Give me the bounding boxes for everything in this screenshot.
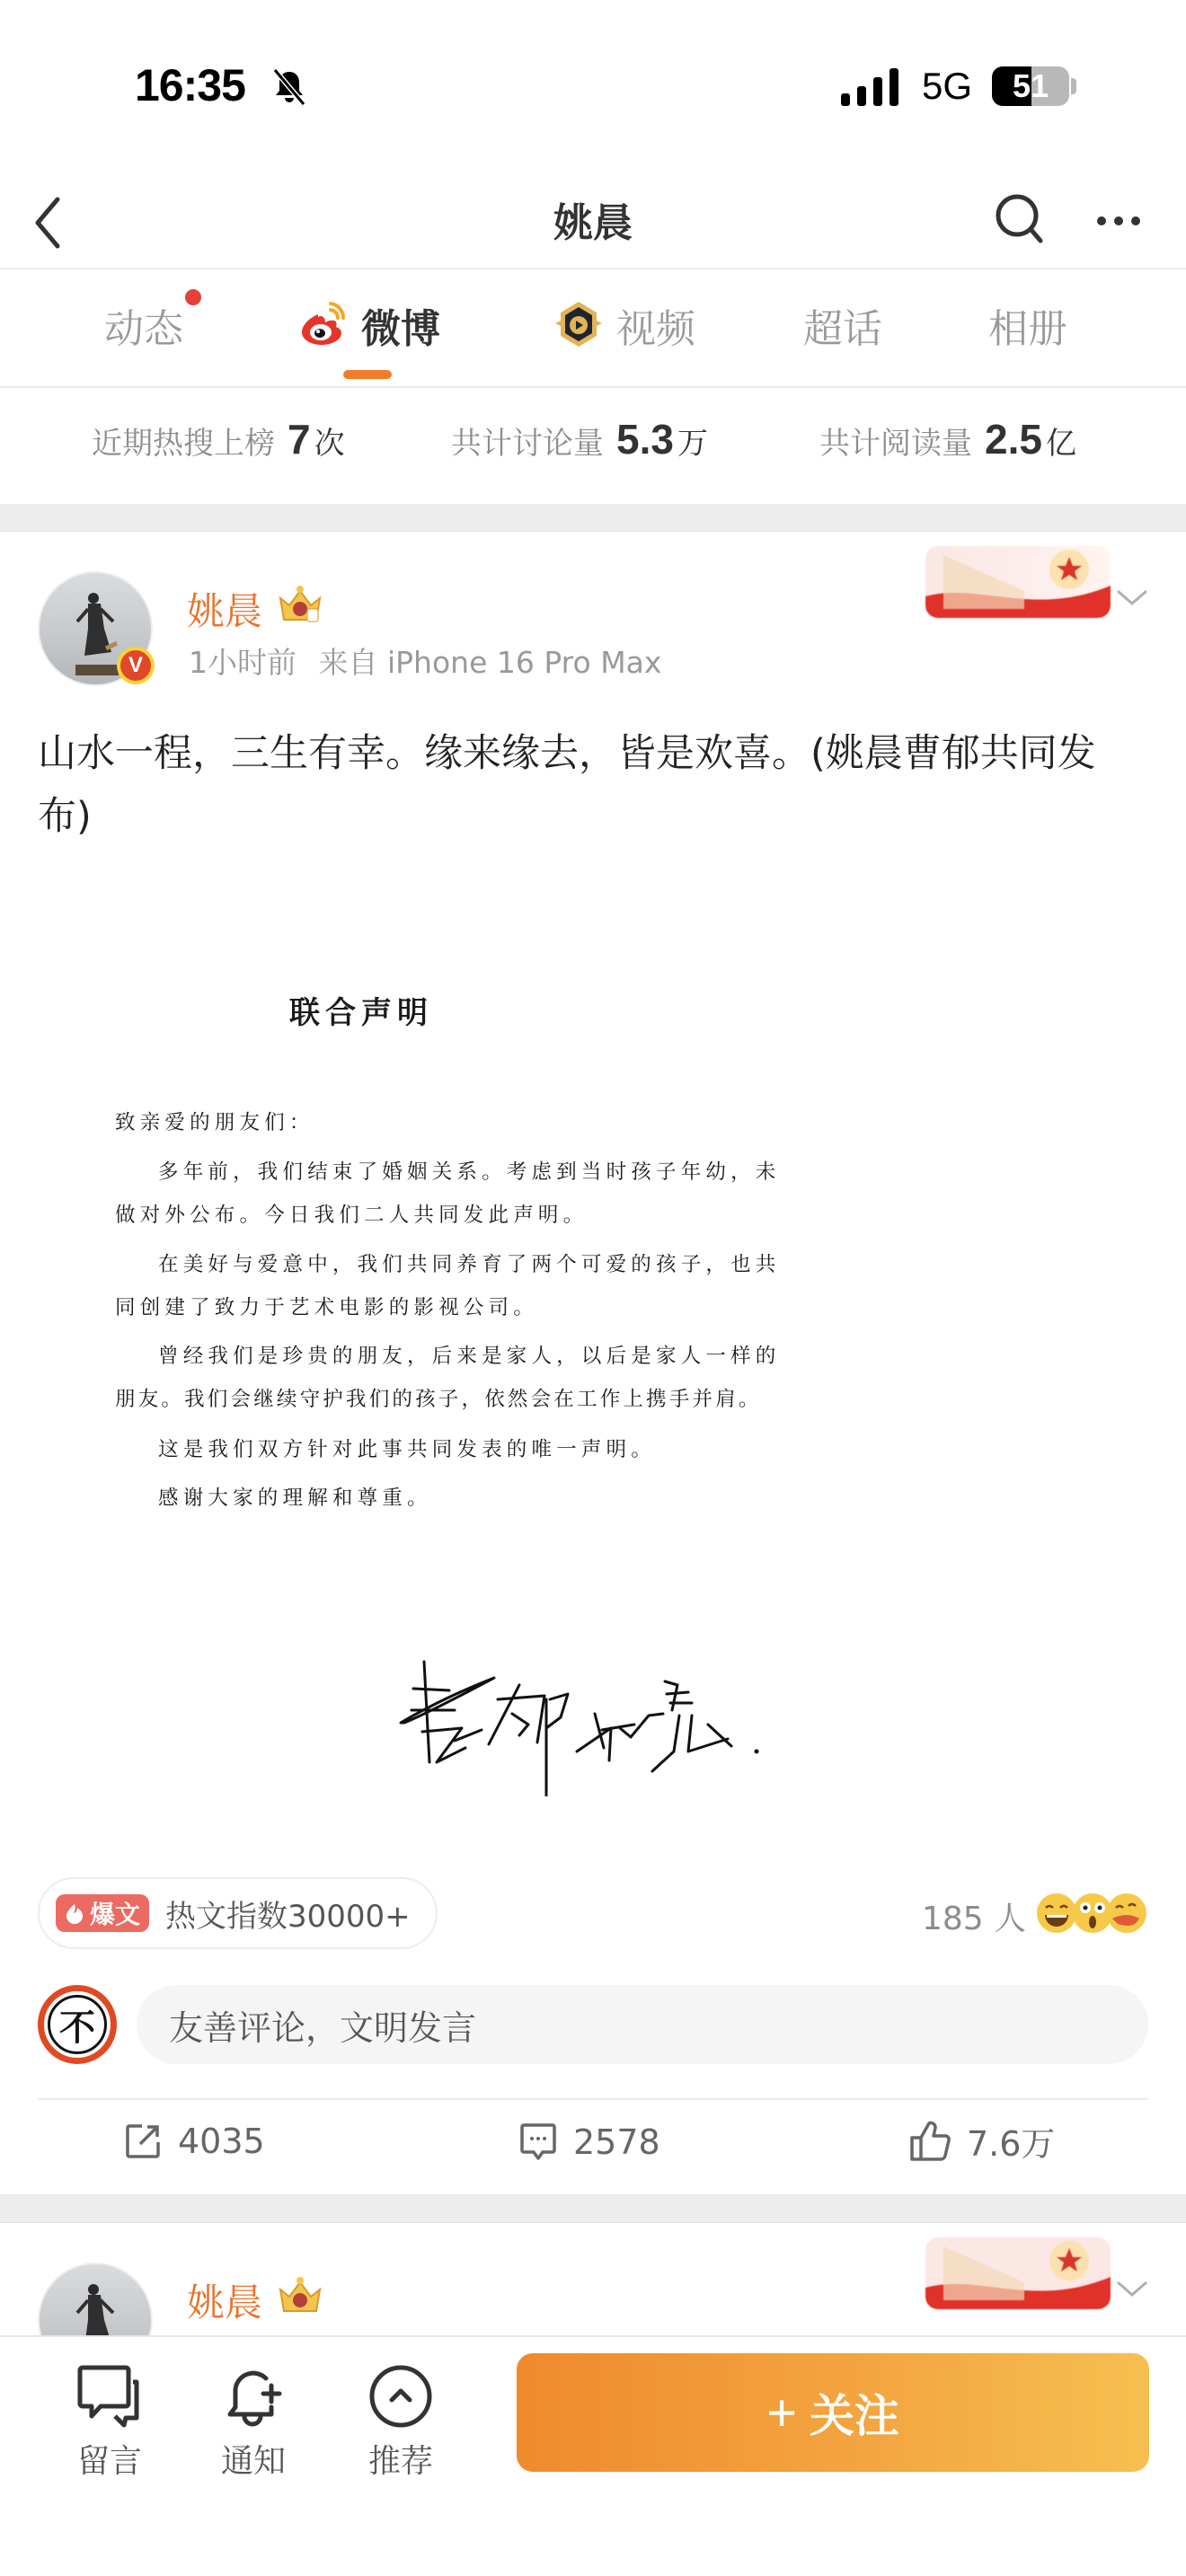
cellular-signal-icon — [839, 66, 902, 106]
weibo-post — [0, 532, 1186, 2193]
stat-label: 共计阅读量 — [819, 426, 972, 462]
hugging-emoji-icon — [1105, 1892, 1148, 1935]
notify-label: 通知 — [220, 2443, 286, 2480]
avatar-photo — [75, 589, 119, 675]
stat-value: 5.3 — [616, 416, 674, 463]
tab-weibo[interactable] — [296, 298, 440, 352]
comment-count: 2578 — [573, 2122, 660, 2162]
stat-discussion — [451, 415, 708, 463]
statement-line: 同创建了致力于艺术电影的影视公司。 — [115, 1296, 538, 1319]
notification-dot — [185, 289, 201, 305]
chevron-down-icon[interactable] — [1114, 2275, 1150, 2302]
statement-line: 在美好与爱意中，我们共同养育了两个可爱的孩子，也共 — [158, 1253, 781, 1276]
recommend-button[interactable] — [347, 2360, 455, 2482]
stat-value: 2.5 — [985, 416, 1042, 463]
page-title: 姚晨 — [553, 200, 633, 246]
notify-button[interactable] — [199, 2360, 307, 2482]
tab-label: 视频 — [616, 306, 695, 352]
profile-tabs — [0, 271, 1186, 388]
search-icon[interactable] — [988, 187, 1051, 250]
stat-reads — [819, 415, 1076, 463]
statement-line: 多年前，我们结束了婚姻关系。考虑到当时孩子年幼，未 — [158, 1160, 781, 1184]
decorative-banner — [925, 546, 1111, 618]
stat-label: 共计讨论量 — [451, 426, 604, 462]
hot-tag-badge — [56, 1894, 149, 1932]
profile-stats — [0, 390, 1186, 504]
weibo-logo-icon — [296, 298, 350, 352]
tab-label: 微博 — [361, 306, 440, 352]
section-separator — [0, 504, 1186, 532]
bottom-action-bar — [0, 2335, 1186, 2576]
decorative-banner — [925, 2237, 1111, 2309]
verified-badge-icon: V — [117, 647, 155, 684]
comment-icon — [519, 2122, 557, 2163]
tab-super-topic[interactable] — [803, 298, 882, 352]
like-button[interactable] — [909, 2116, 1055, 2166]
post-meta — [189, 640, 661, 682]
crown-member-icon — [275, 2275, 325, 2316]
avatar-glyph: 不 — [48, 1995, 107, 2054]
status-time: 16:35 — [135, 60, 245, 110]
active-tab-indicator — [343, 370, 392, 379]
statement-title: 联合声明 — [289, 995, 433, 1031]
bell-muted-icon — [270, 66, 309, 106]
post-text: 山水一程，三生有幸。缘来缘去，皆是欢喜。(姚晨曹郁共同发布) — [38, 731, 1096, 839]
bell-plus-icon — [217, 2360, 289, 2432]
tab-label: 超话 — [803, 306, 882, 352]
current-user-avatar — [38, 1985, 117, 2064]
statement-line: 致亲爱的朋友们： — [115, 1111, 314, 1134]
stat-unit: 次 — [314, 426, 345, 462]
video-badge-icon — [552, 298, 606, 352]
battery-icon — [992, 66, 1069, 106]
status-bar — [0, 0, 1186, 171]
comment-input[interactable] — [137, 1985, 1148, 2064]
statement-line: 朋友。我们会继续守护我们的孩子，依然会在工作上携手并肩。 — [115, 1388, 762, 1411]
repost-icon — [124, 2122, 162, 2160]
statement-line: 曾经我们是珍贵的朋友，后来是家人，以后是家人一样的 — [158, 1345, 781, 1368]
post-time: 1小时前 — [189, 645, 296, 680]
plus-icon: + — [766, 2383, 797, 2442]
stat-hot-search — [92, 415, 345, 463]
stat-unit: 亿 — [1045, 426, 1076, 462]
network-type: 5G — [922, 65, 973, 107]
chevron-up-circle-icon — [365, 2360, 437, 2432]
stat-value: 7 — [288, 416, 311, 463]
statement-line: 感谢大家的理解和尊重。 — [158, 1486, 432, 1510]
message-label: 留言 — [76, 2443, 142, 2480]
statement-line: 这是我们双方针对此事共同发表的唯一声明。 — [158, 1438, 657, 1461]
hot-index: 热文指数30000+ — [165, 1898, 411, 1935]
flame-icon — [65, 1902, 84, 1924]
comment-placeholder: 友善评论，文明发言 — [169, 2007, 477, 2048]
tab-album[interactable] — [988, 298, 1067, 352]
message-bubbles-icon — [74, 2360, 146, 2432]
author-avatar[interactable] — [38, 2263, 153, 2335]
hot-article-chip[interactable] — [38, 1877, 438, 1949]
reaction-count[interactable]: 185 人 — [922, 1901, 1027, 1937]
post-source: 来自 iPhone 16 Pro Max — [318, 645, 662, 680]
battery-tip — [1071, 78, 1076, 94]
follow-button[interactable] — [517, 2353, 1149, 2472]
author-name[interactable]: 姚晨 — [187, 589, 263, 633]
message-button[interactable] — [56, 2360, 164, 2482]
tab-video[interactable] — [552, 298, 695, 352]
chevron-down-icon[interactable] — [1114, 584, 1150, 611]
follow-label: 关注 — [809, 2391, 899, 2441]
tab-label: 相册 — [988, 306, 1067, 352]
recommend-label: 推荐 — [367, 2443, 433, 2480]
section-separator — [0, 2194, 1186, 2223]
divider — [38, 2098, 1148, 2100]
weibo-post — [0, 2223, 1186, 2335]
crown-member-icon — [275, 584, 325, 625]
repost-count: 4035 — [178, 2122, 265, 2161]
more-options-icon[interactable] — [1087, 189, 1150, 251]
statement-line: 做对外公布。今日我们二人共同发此声明。 — [115, 1204, 589, 1227]
hot-tag-label: 爆文 — [90, 1900, 141, 1929]
repost-button[interactable] — [124, 2122, 265, 2161]
stat-unit: 万 — [677, 426, 708, 462]
thumbs-up-icon — [909, 2120, 951, 2163]
tab-dynamics[interactable] — [104, 298, 183, 352]
avatar-photo — [75, 2280, 119, 2335]
handwritten-signature — [368, 1617, 782, 1796]
battery-level: 51 — [1012, 67, 1049, 104]
nav-bar — [0, 171, 1186, 269]
stat-label: 近期热搜上榜 — [92, 426, 275, 462]
author-name[interactable]: 姚晨 — [187, 2280, 263, 2325]
comment-button[interactable] — [519, 2122, 660, 2163]
tab-label: 动态 — [104, 306, 183, 352]
like-count: 7.6万 — [967, 2124, 1056, 2164]
post-image-statement[interactable] — [38, 862, 1148, 1850]
